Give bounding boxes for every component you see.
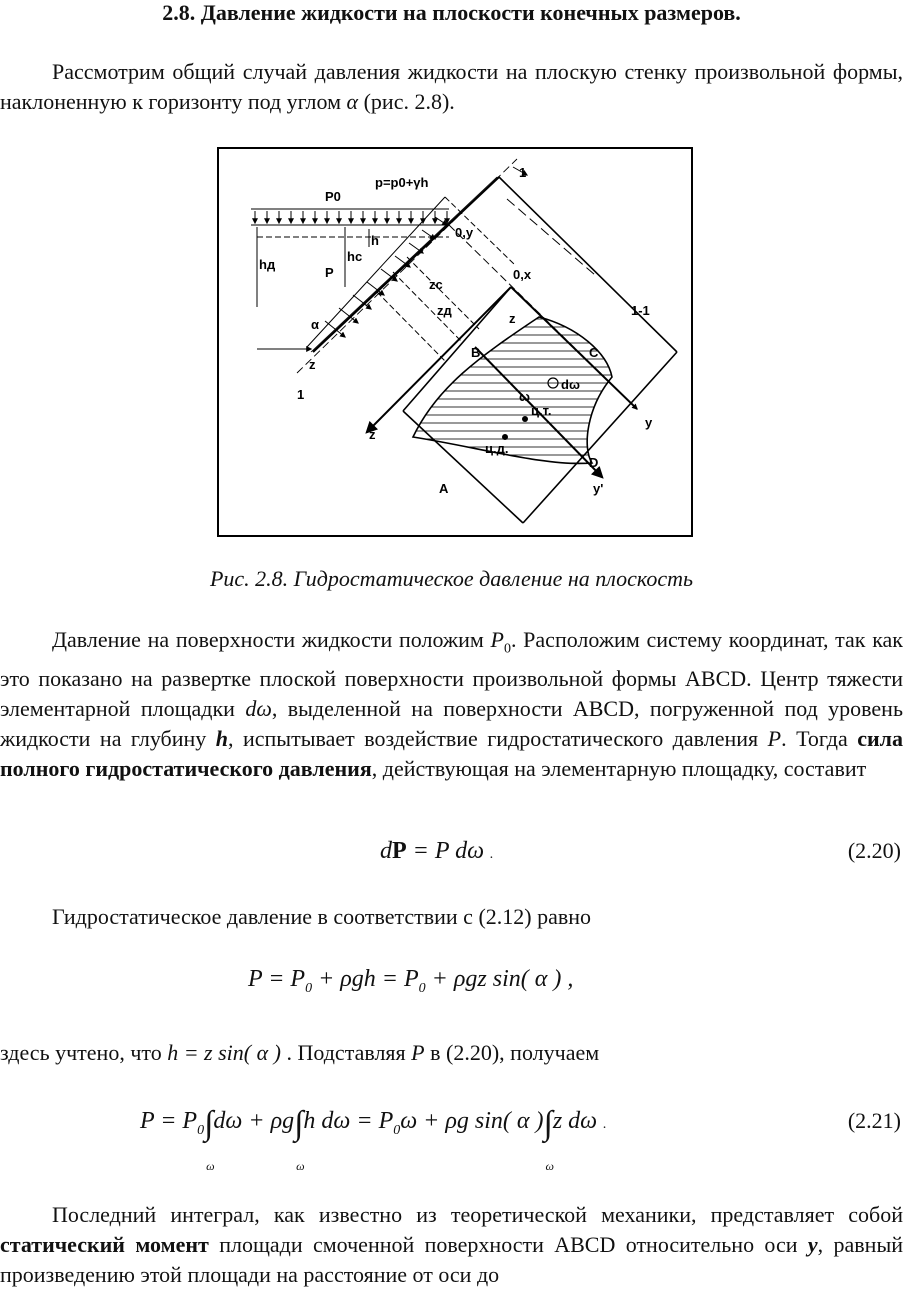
label-alpha: α xyxy=(311,317,319,332)
alpha-symbol: α xyxy=(346,89,359,114)
text-span: Давление на поверхности жидкости положим xyxy=(52,627,491,652)
area-abcd xyxy=(413,317,612,464)
label-p0: P0 xyxy=(325,189,341,204)
label-section-1-1: 1-1 xyxy=(631,303,650,318)
text-span: . xyxy=(490,847,494,862)
label-center-pressure: ц.д. xyxy=(485,441,509,456)
label-d-omega: dω xyxy=(561,377,580,392)
paragraph-5 xyxy=(0,1200,903,1290)
paragraph-4 xyxy=(0,1038,903,1068)
label-h: h xyxy=(371,233,379,248)
text-span: h xyxy=(215,726,229,752)
bold-term-full-force: сила полного гидростатического давления xyxy=(0,726,903,782)
equation-number-2-20: (2.20) xyxy=(847,838,901,863)
figure-2-8 xyxy=(217,147,693,537)
text-span: 0 xyxy=(197,1122,205,1138)
surface-pressure-arrows xyxy=(251,209,449,237)
text-span: здесь учтено, что xyxy=(0,1040,168,1065)
text-span: 0 xyxy=(305,980,313,996)
text-span: ω xyxy=(296,1159,305,1173)
inclined-wall xyxy=(257,159,527,373)
text-span: . Тогда xyxy=(781,726,858,752)
text-span: h dω = P xyxy=(303,1108,394,1134)
label-center-gravity: ц.т. xyxy=(531,403,552,418)
text-span: Последний интеграл, как известно из теоретической механики, представляет собой xyxy=(52,1202,903,1227)
label-o-y: 0,y xyxy=(455,225,474,240)
bold-term-static-moment: статический момент xyxy=(0,1232,209,1257)
label-d: D xyxy=(589,455,599,470)
paragraph-2 xyxy=(0,625,903,784)
center-of-pressure-point xyxy=(502,434,508,440)
label-c: C xyxy=(589,345,599,360)
text-span: , испытывает воздействие гидростатического давления xyxy=(228,726,768,752)
text-span: (рис. 2.8). xyxy=(358,89,455,114)
text-span: = P dω xyxy=(406,838,485,864)
text-span: площади смоченной поверхности ABCD относительно оси xyxy=(208,1232,808,1257)
text-span: P xyxy=(767,726,782,752)
text-span: . Расположим систему координат, так как это показано на развертке плоской поверхности произвольной формы ABCD. Центр тяжести элементарной площадки xyxy=(0,627,903,722)
text-span: dω xyxy=(245,696,272,722)
text-span: P = P xyxy=(140,1108,198,1134)
text-span: + ρgz sin( α ) , xyxy=(425,966,574,992)
label-p-formula: p=p0+γh xyxy=(375,175,429,190)
text-span: P xyxy=(392,838,407,864)
text-span: . Подставляя xyxy=(280,1040,412,1065)
text-span: P xyxy=(490,627,504,652)
center-of-gravity-point xyxy=(522,416,528,422)
equation-number-2-21: (2.21) xyxy=(847,1108,901,1133)
text-span: ω xyxy=(206,1159,215,1173)
paragraph-3 xyxy=(0,902,903,932)
label-hd: hд xyxy=(259,257,276,272)
label-y-prime: y' xyxy=(593,481,604,496)
label-section-1-bottom: 1 xyxy=(297,387,305,402)
label-hc: hc xyxy=(347,249,363,264)
text-span: y xyxy=(807,1232,818,1257)
label-z-inner: z xyxy=(509,311,516,326)
text-span: z dω xyxy=(552,1108,598,1134)
label-zc: zc xyxy=(429,277,443,292)
label-omega: ω xyxy=(519,389,530,404)
label-o-x: 0,x xyxy=(513,267,532,282)
text-span: Рассмотрим общий случай давления жидкости на плоскую стенку произвольной формы, наклоненную к горизонту под углом xyxy=(0,59,903,114)
text-span: d xyxy=(380,838,392,864)
text-span: P xyxy=(411,1040,425,1065)
text-span: ω + ρg sin( α ) xyxy=(400,1108,544,1134)
text-span: , выделенной на поверхности ABCD, погруженной под уровень жидкости на глубину xyxy=(0,696,903,752)
text-span: , действующая на элементарную площадку, составит xyxy=(371,756,867,782)
label-y: y xyxy=(645,415,653,430)
text-span: 0 xyxy=(393,1122,401,1138)
label-z-lower: z xyxy=(369,427,376,442)
equation-2-21: $P = P_0\int$ ω dω + ρg∫ ω h $d\omega = P_0\omega + \rho g$ sin( α )∫ ω z dω . (2.21) xyxy=(0,1108,903,1168)
label-b: B xyxy=(471,345,481,360)
text-span: Гидростатическое давление в соответствии с (2.12) равно xyxy=(52,904,592,929)
text-span: P = P xyxy=(248,966,306,992)
text-span: + ρgh = P xyxy=(312,966,419,992)
label-a: A xyxy=(439,481,449,496)
text-span: 0 xyxy=(503,641,511,657)
label-z-left: z xyxy=(309,357,316,372)
equation-2-12 xyxy=(0,966,903,1002)
text-span: в (2.20), получаем xyxy=(424,1040,600,1065)
text-span: . xyxy=(603,1117,607,1132)
intro-paragraph xyxy=(0,57,903,117)
text-span: 0 xyxy=(418,980,426,996)
text-span: ω xyxy=(545,1159,554,1173)
figure-caption: Рис. 2.8. Гидростатическое давление на плоскость xyxy=(209,566,694,591)
section-heading: 2.8. Давление жидкости на плоскости конечных размеров. xyxy=(162,0,741,25)
label-zd: zд xyxy=(437,303,452,318)
label-p: P xyxy=(325,265,334,280)
text-span: dω + ρg xyxy=(213,1108,295,1134)
text-span: , равный произведению этой площади на расстояние от оси до xyxy=(0,1232,903,1287)
label-section-1-top: 1 xyxy=(519,165,527,180)
equation-2-20 xyxy=(0,838,903,872)
text-span: h = z sin( α ) xyxy=(167,1040,281,1065)
